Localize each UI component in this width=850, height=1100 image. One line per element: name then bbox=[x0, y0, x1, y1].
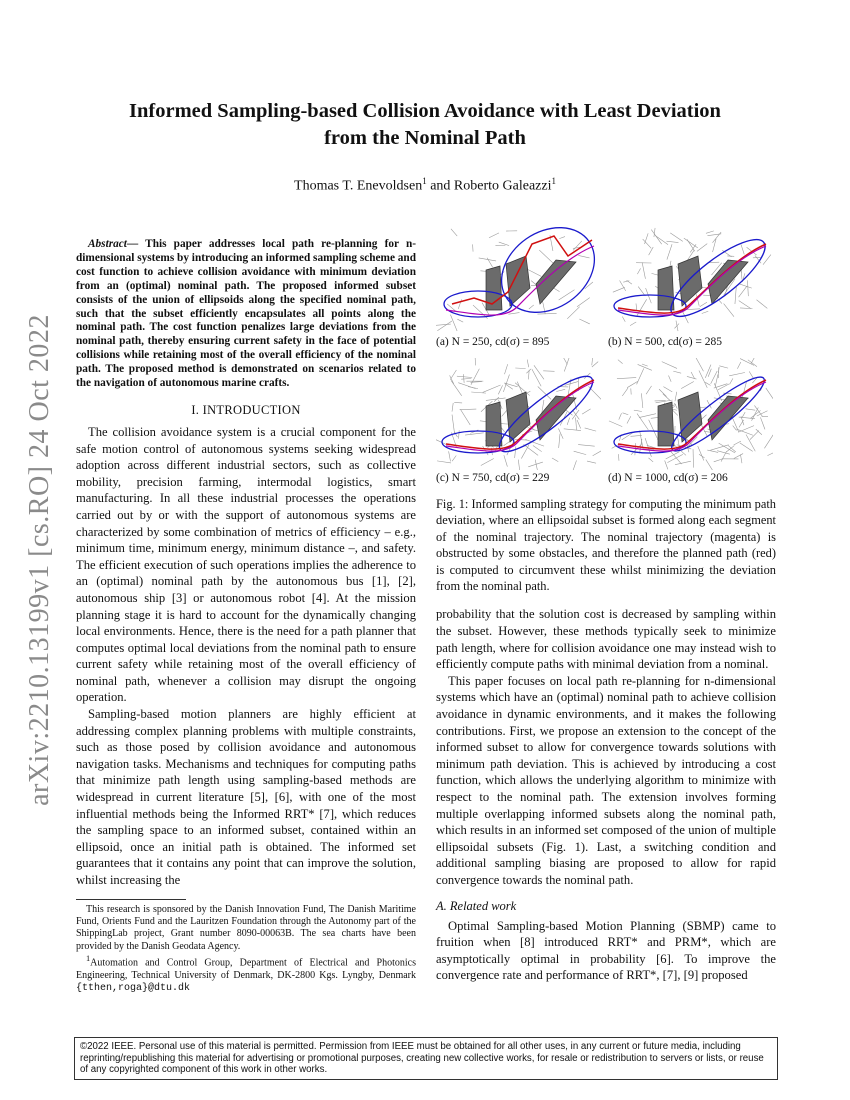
tree-edge bbox=[535, 460, 538, 470]
tree-edge bbox=[763, 255, 771, 265]
body-paragraph: Optimal Sampling-based Motion Planning (SBMP) came to fruition when [8] introduced RRT* and PRM*, which are asymptotically optimal in probability [6]. To improve the convergence rate and performance of RRT*, [7], [9] proposed bbox=[436, 918, 776, 983]
tree-edge bbox=[712, 232, 721, 243]
figure-panel-b bbox=[608, 222, 773, 352]
tree-edge bbox=[741, 244, 744, 254]
tree-edge bbox=[556, 389, 565, 391]
tree-edge bbox=[618, 360, 623, 364]
tree-edge bbox=[666, 452, 680, 459]
abstract bbox=[76, 238, 416, 391]
tree-edge bbox=[673, 371, 681, 373]
tree-edge bbox=[528, 462, 543, 467]
tree-edge bbox=[698, 446, 704, 460]
tree-edge bbox=[577, 298, 590, 307]
tree-edge bbox=[740, 454, 741, 463]
tree-edge bbox=[665, 461, 668, 470]
title-line-2: from the Nominal Path bbox=[324, 127, 526, 149]
tree-edge bbox=[747, 280, 748, 296]
tree-edge bbox=[737, 362, 740, 369]
tree-edge bbox=[436, 324, 451, 325]
tree-edge bbox=[742, 412, 745, 417]
figure-panel-c bbox=[436, 358, 601, 488]
abstract-dash: — bbox=[126, 238, 146, 250]
tree-edge bbox=[649, 420, 657, 438]
left-column bbox=[76, 238, 416, 996]
tree-edge bbox=[468, 387, 478, 389]
tree-edge bbox=[627, 381, 638, 387]
tree-edge bbox=[529, 305, 534, 309]
tree-edge bbox=[750, 431, 759, 440]
tree-edge bbox=[587, 461, 596, 463]
tree-edge bbox=[475, 358, 476, 365]
tree-edge bbox=[458, 299, 461, 309]
tree-edge bbox=[461, 378, 471, 379]
tree-edge bbox=[487, 258, 492, 267]
tree-edge bbox=[630, 322, 636, 326]
tree-edge bbox=[452, 415, 455, 434]
tree-edge bbox=[734, 454, 743, 459]
tree-edge bbox=[578, 255, 589, 258]
tree-edge bbox=[539, 250, 553, 263]
tree-edge bbox=[676, 321, 678, 331]
tree-edge bbox=[764, 433, 773, 448]
arxiv-stamp bbox=[4, 290, 76, 830]
tree-edge bbox=[574, 451, 586, 454]
tree-edge bbox=[437, 321, 452, 331]
tree-edge bbox=[537, 313, 556, 314]
copyright-notice: ©2022 IEEE. Personal use of this material is permitted. Permission from IEEE must be obtained for all other uses, in any current or future media, including reprinting/republishing this material for advertising or promotional purposes, creating new collective works, for resale or redistribution to servers or lists, or reuse of any copyrighted component of this work in other works. bbox=[74, 1037, 778, 1080]
tree-edge bbox=[749, 371, 753, 378]
affiliation-mark: 1 bbox=[551, 176, 556, 186]
body-paragraph: probability that the solution cost is decreased by sampling within the subset. However, these methods typically seek to minimize path length, where for collision avoidance one may instead wish to efficiently compute paths with minimal deviation from a nominal. bbox=[436, 607, 776, 672]
tree-edge bbox=[451, 380, 462, 395]
tree-edge bbox=[702, 311, 708, 313]
obstacle bbox=[678, 392, 702, 442]
tree-edge bbox=[645, 233, 649, 244]
tree-edge bbox=[642, 262, 645, 278]
tree-edge bbox=[637, 268, 640, 274]
tree-edge bbox=[559, 434, 560, 448]
tree-edge bbox=[634, 410, 642, 411]
subsection-heading: A. Related work bbox=[436, 898, 517, 913]
tree-edge bbox=[489, 233, 499, 238]
tree-edge bbox=[518, 460, 520, 470]
tree-edge bbox=[619, 413, 622, 419]
affiliation-text: Automation and Control Group, Department of Electrical and Photonics Engineering, Technical University of Denmark, DK-2800 Kgs. Lyngby, Denmark bbox=[76, 957, 416, 981]
tree-edge bbox=[578, 445, 595, 447]
tree-edge bbox=[483, 385, 501, 392]
tree-edge bbox=[593, 448, 601, 456]
tree-edge bbox=[460, 409, 470, 425]
tree-edge bbox=[700, 302, 707, 306]
tree-edge bbox=[654, 228, 655, 237]
figure-panel-a bbox=[436, 222, 601, 352]
tree-edge bbox=[533, 445, 542, 451]
tree-edge bbox=[756, 300, 767, 309]
author-separator: and bbox=[426, 178, 454, 194]
tree-edge bbox=[675, 461, 691, 464]
tree-edge bbox=[562, 358, 568, 365]
tree-edge bbox=[646, 386, 651, 394]
footnote-rule bbox=[76, 899, 186, 900]
tree-edge bbox=[515, 446, 516, 458]
tree-edge bbox=[730, 378, 733, 384]
panel-caption: (c) N = 750, cd(σ) = 229 bbox=[436, 472, 550, 484]
section-heading: I. INTRODUCTION bbox=[191, 402, 301, 417]
right-text bbox=[436, 606, 776, 983]
author-list bbox=[80, 176, 770, 195]
tree-edge bbox=[623, 413, 629, 415]
author-name: Thomas T. Enevoldsen bbox=[294, 178, 423, 194]
tree-edge bbox=[735, 286, 736, 304]
tree-edge bbox=[505, 364, 508, 374]
abstract-text: This paper addresses local path re-planning for n-dimensional systems by introducing an informed sampling scheme and cost function to achieve collision avoidance with minimum deviation from an (optimal) nominal path. The proposed informed subset consists of the union of ellipsoids along the specified nominal path, such that the subset efficiently encapsulates all points along the nominal path. The cost function penalizes large deviations from the nominal path, thereby ensuring current safety in the face of potential collisions while retaining most of the overall efficiency of the nominal path. The proposed method is demonstrated on scenarios related to the navigation of autonomous marine crafts. bbox=[76, 238, 416, 390]
tree-edge bbox=[766, 388, 773, 401]
tree-edge bbox=[609, 421, 622, 427]
obstacle bbox=[486, 402, 502, 446]
tree-edge bbox=[532, 369, 541, 386]
tree-edge bbox=[457, 376, 472, 377]
tree-edge bbox=[617, 378, 636, 379]
tree-edge bbox=[649, 458, 654, 462]
tree-edge bbox=[579, 319, 589, 324]
body-paragraph: The collision avoidance system is a crucial component for the safe motion control of autonomous systems seeking widespread adoption across different industrial sectors, such as collective mobility, precision farming, intermodal logistics, smart manufacturing. In all these industrial processes the operations carried out by or with the support of autonomous systems are characterized by some combination of metrics of efficiency – e.g., minimum time, minimum energy, minimum distance –, and safety. The efficient execution of such operations implies the adherence to an (optimal) nominal path by the autonomous bus [1], [2], autonomous ship [3] or autonomous robot [4]. At the mission planning stage it is hard to account for the dynamically changing local environments. Hence, there is the need for a path planner that computes optimal local deviations from the nominal path to ensure current safety while retaining most of the overall efficiency of nominal path, whenever a collision may disrupt the ongoing operation. bbox=[76, 424, 416, 705]
tree-edge bbox=[655, 235, 668, 244]
email-link[interactable]: {tthen,roga}@dtu.dk bbox=[76, 983, 191, 995]
tree-edge bbox=[719, 366, 728, 368]
tree-edge bbox=[668, 376, 671, 382]
tree-edge bbox=[636, 304, 637, 311]
tree-edge bbox=[534, 365, 544, 379]
tree-edge bbox=[452, 456, 456, 462]
tree-edge bbox=[564, 429, 581, 431]
tree-edge bbox=[622, 317, 625, 322]
tree-edge bbox=[437, 461, 451, 463]
tree-edge bbox=[721, 451, 726, 461]
tree-edge bbox=[481, 458, 494, 465]
tree-edge bbox=[627, 416, 631, 423]
tree-edge bbox=[739, 301, 751, 309]
tree-edge bbox=[637, 368, 644, 384]
tree-edge bbox=[670, 451, 681, 464]
tree-edge bbox=[724, 304, 734, 317]
tree-edge bbox=[651, 230, 661, 245]
tree-edge bbox=[576, 418, 577, 431]
tree-edge bbox=[460, 409, 477, 410]
tree-edge bbox=[675, 392, 677, 401]
tree-edge bbox=[754, 405, 762, 416]
tree-edge bbox=[687, 376, 697, 379]
tree-edge bbox=[449, 451, 451, 461]
title-line-1: Informed Sampling-based Collision Avoidance with Least Deviation bbox=[129, 100, 721, 122]
tree-edge bbox=[573, 411, 579, 420]
tree-edge bbox=[729, 372, 745, 375]
body-paragraph: Sampling-based motion planners are highly efficient at addressing complex planning problems with multiple constraints, such as those posed by collision avoidance and autonomous navigation tasks. Mechanisms and techniques for computing paths that minimize path length using sampling-based methods are widespread in current literature [5], [6], with one of the most influential methods being the Informed RRT* [7], which reduces the sampling space to an informed subset, contained within an ellipsoid, once an initial path is obtained. The informed set guarantees that it contains any point that can improve the solution, whilst increasing the bbox=[76, 707, 416, 887]
footnote-sponsor: This research is sponsored by the Danish Innovation Fund, The Danish Maritime Fund, Orients Fund and the Lauritzen Foundation through the Autonomy part of the ShippingLab project, Grant number 8090-00063B. The sea charts have been provided by the Danish Geodata Agency. bbox=[76, 903, 416, 952]
tree-edge bbox=[706, 231, 714, 233]
tree-edge bbox=[592, 358, 593, 365]
obstacle bbox=[678, 256, 702, 306]
tree-edge bbox=[697, 244, 707, 252]
tree-edge bbox=[457, 319, 463, 322]
tree-edge bbox=[618, 454, 619, 461]
tree-edge bbox=[767, 450, 773, 456]
tree-edge bbox=[707, 450, 718, 452]
tree-edge bbox=[592, 362, 598, 367]
panel-caption: (a) N = 250, cd(σ) = 895 bbox=[436, 336, 550, 348]
tree-edge bbox=[639, 414, 656, 418]
footnote-affiliation bbox=[76, 953, 416, 996]
tree-edge bbox=[662, 362, 677, 369]
figure-1 bbox=[436, 222, 776, 490]
tree-edge bbox=[681, 381, 694, 388]
tree-edge bbox=[622, 388, 628, 396]
tree-edge bbox=[640, 439, 642, 453]
tree-edge bbox=[504, 455, 508, 466]
tree-edge bbox=[739, 420, 744, 427]
tree-edge bbox=[523, 444, 538, 455]
tree-edge bbox=[670, 233, 683, 242]
tree-edge bbox=[517, 382, 522, 394]
tree-edge bbox=[746, 409, 756, 410]
tree-edge bbox=[564, 358, 571, 372]
tree-edge bbox=[571, 460, 577, 470]
tree-edge bbox=[471, 369, 479, 385]
tree-edge bbox=[757, 411, 768, 416]
tree-edge bbox=[740, 443, 753, 452]
tree-edge bbox=[715, 374, 718, 386]
tree-edge bbox=[613, 287, 625, 292]
tree-edge bbox=[452, 403, 453, 412]
figure-caption: Fig. 1: Informed sampling strategy for computing the minimum path deviation, where an ellipsoidal subset is formed along each segment of the nominal trajectory. The nominal trajectory (magenta) is obstructed by some obstacles, and therefore the planned path (red) is computed to circumvent these whilst minimizing the deviation from the nominal path. bbox=[436, 497, 777, 594]
abstract-label: Abstract bbox=[88, 238, 127, 250]
panel-caption: (b) N = 500, cd(σ) = 285 bbox=[608, 336, 723, 348]
tree-edge bbox=[559, 290, 575, 300]
tree-edge bbox=[567, 307, 579, 319]
tree-edge bbox=[585, 428, 596, 431]
figure-panel-a-plot bbox=[436, 222, 601, 334]
tree-edge bbox=[498, 385, 502, 394]
tree-edge bbox=[641, 393, 642, 408]
tree-edge bbox=[508, 313, 519, 315]
tree-edge bbox=[756, 429, 762, 435]
tree-edge bbox=[582, 409, 591, 414]
tree-edge bbox=[643, 239, 652, 248]
tree-edge bbox=[577, 420, 581, 428]
obstacle bbox=[506, 392, 530, 442]
tree-edge bbox=[733, 418, 739, 432]
figure-panel-c-plot bbox=[436, 358, 601, 470]
tree-edge bbox=[739, 286, 747, 297]
figure-panel-d-plot bbox=[608, 358, 773, 470]
tree-edge bbox=[717, 451, 730, 455]
footnote-mark: 1 bbox=[86, 954, 91, 964]
tree-edge bbox=[642, 364, 648, 366]
arxiv-stamp-text: arXiv:2210.13199v1 [cs.RO] 24 Oct 2022 bbox=[24, 314, 56, 806]
tree-edge bbox=[451, 229, 457, 236]
tree-edge bbox=[558, 429, 563, 439]
tree-edge bbox=[760, 417, 765, 429]
tree-edge bbox=[527, 360, 528, 368]
tree-edge bbox=[635, 443, 636, 455]
figure-panel-b-plot bbox=[608, 222, 773, 334]
tree-edge bbox=[527, 269, 542, 276]
tree-edge bbox=[684, 238, 698, 248]
tree-edge bbox=[659, 389, 666, 396]
obstacle bbox=[658, 402, 674, 446]
tree-edge bbox=[459, 430, 460, 438]
tree-edge bbox=[667, 244, 672, 259]
tree-edge bbox=[465, 433, 484, 435]
paper-title bbox=[80, 98, 770, 152]
tree-edge bbox=[515, 368, 525, 369]
tree-edge bbox=[663, 394, 671, 401]
tree-edge bbox=[631, 435, 642, 436]
tree-edge bbox=[674, 403, 677, 409]
tree-edge bbox=[739, 284, 752, 288]
tree-edge bbox=[695, 358, 704, 371]
tree-edge bbox=[722, 250, 731, 257]
right-column bbox=[436, 222, 776, 984]
author-name: Roberto Galeazzi bbox=[453, 178, 552, 194]
tree-edge bbox=[738, 426, 754, 432]
body-paragraph: This paper focuses on local path re-planning for n-dimensional systems which have an (optimal) nominal path to achieve collision avoidance in dynamic environments, and it makes the following contributions. First, we propose an extension to the concept of the informed subset to allow for convergence towards solutions with minimum path deviation. This is achieved by introducing a cost function, which allows the underlying algorithm to minimize with respect to the nominal path. The extension involves forming multiple overlapping informed subsets along the nominal path, which results in an informed set composed of the union of multiple ellipsoidal subsets (Fig. 1). Last, a switching condition and additional sampling biasing are proposed to allow for rapid convergence towards the nominal path. bbox=[436, 673, 776, 887]
tree-edge bbox=[450, 315, 457, 331]
tree-edge bbox=[706, 460, 713, 470]
figure-panel-d bbox=[608, 358, 773, 488]
tree-edge bbox=[559, 237, 565, 239]
tree-edge bbox=[663, 387, 672, 392]
tree-edge bbox=[667, 454, 683, 462]
tree-edge bbox=[552, 458, 558, 462]
tree-edge bbox=[567, 418, 570, 425]
panel-caption: (d) N = 1000, cd(σ) = 206 bbox=[608, 472, 728, 484]
affiliation-mark: 1 bbox=[422, 176, 427, 186]
tree-edge bbox=[699, 371, 707, 388]
tree-edge bbox=[726, 446, 734, 452]
tree-edge bbox=[666, 241, 678, 242]
tree-edge bbox=[463, 374, 464, 383]
tree-edge bbox=[746, 435, 755, 452]
tree-edge bbox=[436, 439, 446, 444]
